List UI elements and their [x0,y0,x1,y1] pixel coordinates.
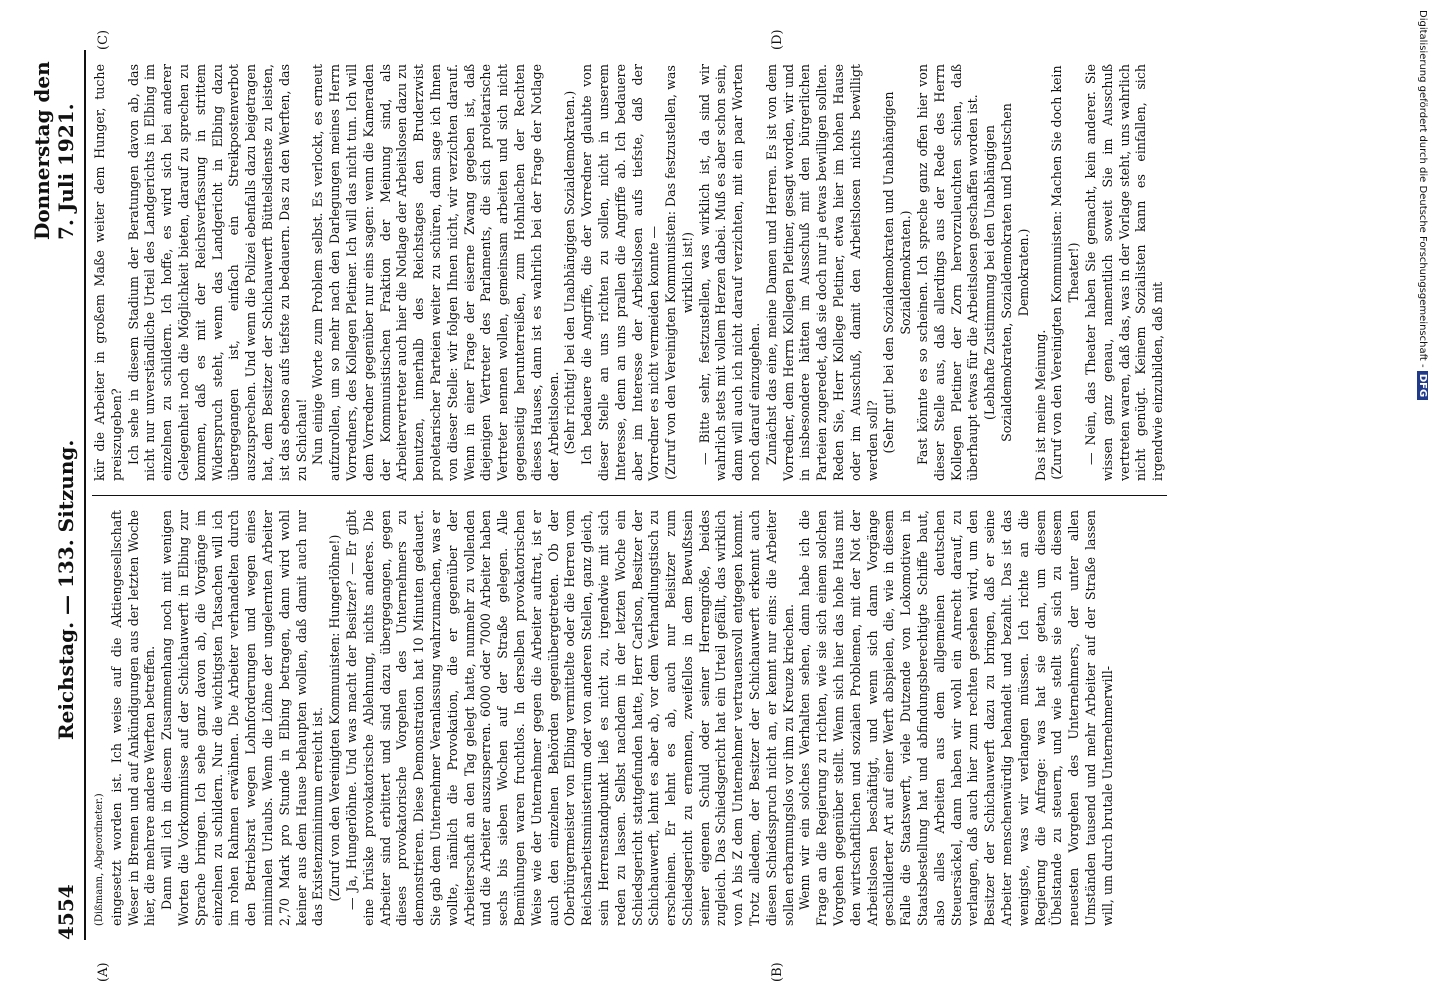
paragraph: Ich bedauere die Angriffe, die der Vorredner glaubte von dieser Stelle an uns richten zu sollen, nicht in unserem Interesse, denn an uns prallen die Angriffe ab. Ich bedauere aber im Interesse der Arbeitslosen aufs tiefste, daß der Vorredner es nicht vermeiden konnte — [579,64,662,481]
interjection: (Sehr gut! bei den Sozialdemokraten und Unabhängigen Sozialdemokraten.) [881,91,914,454]
paragraph: eingesetzt worden ist. Ich weise auf die Aktiengesellschaft Weser in Bremen und auf Ankündigungen aus der letzten Woche hier, die mehrere andere Werften betreffen. [108,510,158,926]
paragraph: Dann will ich in diesem Zusammenhang noch mit wenigen Worten die Vorkommnisse auf der Schichauwerft in Elbing zur Sprache bringen. Ich sehe ganz davon ab, die Vorgänge im einzelnen zu schildern. Nur die wichtigsten Tatsachen will ich im rohen Rahmen erwähnen. Die Arbeiter verhandelten durch den Betriebsrat wegen Lohnforderungen und wegen eines minimalen Urlaubs. Wenn die Löhne der ungelernten Arbeiter 2,70 Mark pro Stunde in Elbing betragen, dann wird wohl keiner aus dem Hause behaupten wollen, daß damit auch nur das Existenzminimum erreicht ist. [159,510,326,926]
dfg-logo: DFG [1417,371,1428,400]
credit-text: Digitalisierung gefördert durch die Deutsche Forschungsgemeinschaft - [1417,10,1428,368]
interjection: (Lebhafte Zustimmung bei den Unabhängigen Sozialdemokraten, Sozialdemokraten und Deutschen Demokraten.) [982,103,1031,442]
interjection: (Zuruf von den Vereinigten Kommunisten: Hungerlöhne!) [327,534,343,902]
paragraph: Nun einige Worte zum Problem selbst. Es verlockt, es erneut aufzurollen, um so mehr nach den Darlegungen meines Herrn Vorredners, des Kollegen Pletiner. Ich will das nicht tun. Ich will dem Vorredner gegenüber nur eins sagen: wenn die Kameraden der Kommunistischen Fraktion der Meinung sind, als Arbeitervertreter auch hier die Notlage der Arbeitslosen dazu zu benutzen, innerhalb des Reichstages den Bruderzwist proletarischer Parteien weiter zu schüren, dann sage ich Ihnen von dieser Stelle: wir folgen Ihnen nicht, wir verzichten darauf. Wenn in einer Frage der eiserne Zwang gegeben ist, daß diejenigen Vertreter des Parlaments, die sich proletarische Vertreter nennen wollen, gemeinsam arbeiten und sich nicht gegenseitig herunterreißen, zum Hohnlachen der Rechten dieses Hauses, dann ist es wahrlich bei der Frage der Notlage der Arbeitslosen. [310,64,561,481]
paragraph: — Nein, das Theater haben Sie gemacht, kein anderer. Sie wissen ganz genau, namentlich soweit Sie im Ausschuß vertreten waren, daß das, was in der Vorlage steht, uns wahrlich nicht genügt. Keinem Sozialisten kann es einfallen, sich irgendwie einzubilden, daß mit [1083,64,1166,481]
text-columns [92,50,1167,940]
interjection: (Sehr richtig! bei den Unabhängigen Sozialdemokraten.) [562,90,578,455]
paragraph: Fast könnte es so scheinen. Ich spreche ganz offen hier von dieser Stelle aus, daß allerdings aus der Rede des Herrn Kollegen Pletiner der Zorn hervorzuleuchten schien, daß überhaupt etwas für die Arbeitslosen geschaffen worden ist. [915,64,981,481]
paragraph: Zunächst das eine, meine Damen und Herren. Es ist von dem Vorredner, dem Herrn Kollegen Pletiner, gesagt worden, wir und in insbesondere hätten im Ausschuß mit den bürgerlichen Parteien zugeredet, daß sie doch nur ja etwas bewilligen sollten. Reden Sie, Herr Kollege Pletiner, etwa hier im hohen Hause oder im Ausschuß, damit den Arbeitslosen nichts bewilligt werden soll? [763,64,880,481]
paragraph: — Ja, Hungerlöhne. Und was macht der Besitzer? — Er gibt eine brüske provokatorische Ablehnung, nichts anderes. Die Arbeiter sind erbittert und sind dazu übergegangen, gegen dieses provokatorische Vorgehen des Unternehmers zu demonstrieren. Diese Demonstration hat 10 Minuten gedauert. Sie gab dem Unternehmer Veranlassung wahrzumachen, was er wollte, nämlich die Provokation, die er gegenüber der Arbeiterschaft an den Tag gelegt hatte, nunmehr zu vollenden und die Arbeiter auszusperren. 6000 oder 7000 Arbeiter haben sechs bis sieben Wochen auf der Straße gelegen. Alle Bemühungen waren fruchtlos. In derselben provokatorischen Weise wie der Unternehmer gegen die Arbeiter auftrat, ist er auch den einzelnen Behörden gegenübergetreten. Ob der Oberbürgermeister von Elbing vermittelte oder die Herren vom Reichsarbeitsministerium oder von anderen Stellen, ganz gleich, sein Herrenstandpunkt ließ es nicht zu, irgendwie mit sich reden zu lassen. Selbst nachdem in der letzten Woche ein Schiedsgericht stattgefunden hatte, Herr Carlson, Besitzer der Schichauwerft, lehnt es aber ab, vor dem Verhandlungstisch zu erscheinen. Er lehnt es ab, auch nur Beisitzer zum Schiedsgericht zu ernennen, zweifellos in dem Bewußtsein seiner eigenen Schuld oder seiner Herrengröße, beides zugleich. Das Schiedsgericht hat ein Urteil gefällt, das wirklich von A bis Z dem Unternehmer vertrauensvoll entgegen kommt. Trotz alledem, der Besitzer der Schichauwerft erkennt auch diesen Schiedsspruch nicht an, er kennt nur eins: die Arbeiter sollen erbarmungslos vor ihm zu Kreuze kriechen. [343,510,796,926]
marker-c: (C) [96,29,111,50]
paragraph: — Bitte sehr, festzustellen, was wirklich ist, da sind wir wahrlich stets mit vollem Herzen dabei. Muß es aber schon sein, dann will auch ich nicht darauf verzichten, mit ein paar Worten noch darauf einzugehen. [696,64,763,481]
paragraph: kür die Arbeiter in großem Maße weiter dem Hunger, tuche preiszugeben? [92,64,124,481]
speaker-label: (Dißmann, Abgeordneter.) [94,793,105,926]
digitization-credit [1412,10,1428,990]
page-number: 4554 [54,884,78,940]
interjection: (Zuruf von den Vereinigten Kommunisten: Das festzustellen, was wirklich ist!) [663,65,695,480]
session-title: Reichstag. — 133. Sitzung. [54,439,78,740]
paragraph: Ich sehe in diesem Stadium der Beratungen davon ab, das nicht nur unverständliche Urteil des Landgerichts in Elbing im einzelnen zu schildern. Ich hoffe, es wird sich bei anderer Gelegenheit noch die Möglichkeit bieten, darauf zu sprechen zu kommen, daß es mit der Reichsverfassung in strittem Widerspruch steht, wenn das Landgericht in Elbing dazu übergegangen ist, einfach ein Streikpostenverbot auszusprechen. Und wenn die Polizei ebenfalls dazu beigetragen hat, dem Besitzer der Schichauwerft Büttelsdienste zu leisten, ist das ebenso aufs tiefste zu bedauern. Das zu den Werften, das zu Schichau! [125,64,309,481]
interjection: (Zuruf von den Vereinigten Kommunisten: Machen Sie doch kein Theater!) [1049,65,1082,480]
marker-d: (D) [770,29,785,50]
right-column [92,50,1167,495]
paragraph: Wenn wir ein solches Verhalten sehen, dann habe ich die Frage an die Regierung zu richten, wie sie sich einem solchen Vorgehen gegenüber stellt. Wenn sich hier das hohe Haus mit den wirtschaftlichen und sozialen Problemen, mit der Not der Arbeitslosen beschäftigt, und wenn sich dann Vorgänge geschilderter Art auf einer Werft abspielen, die, wie in diesem Falle die Staatswerft, viele Dutzende von Lokomotiven in Staatsbestellung hat und abfindungsberechtigte Schiffe baut, also alles Arbeiten aus dem allgemeinen deutschen Steuersäckel, dann haben wir wohl ein Anrecht darauf, zu verlangen, daß auch hier zum rechten gesehen wird, um den Besitzer der Schichauwerft dazu zu bringen, daß er seine Arbeiter menschenwürdig behandelt und bezahlt. Das ist das wenigste, was wir verlangen müssen. Ich richte an die Regierung die Anfrage: was hat sie getan, um diesem Übelstande zu steuern, und wie stellt sie sich zu diesem neuesten Vorgehen des Unternehmers, der unter allen Umständen tausend und mehr Arbeiter auf der Straße lassen will, um durch brutale Unternehmerwill- [797,510,1115,926]
marker-a: (A) [96,962,111,982]
marker-b: (B) [770,962,785,982]
session-date: Donnerstag den 7. Juli 1921. [30,61,78,240]
page-header [30,50,86,940]
paragraph: Das ist meine Meinung. [1032,329,1048,481]
left-column [92,495,1167,940]
